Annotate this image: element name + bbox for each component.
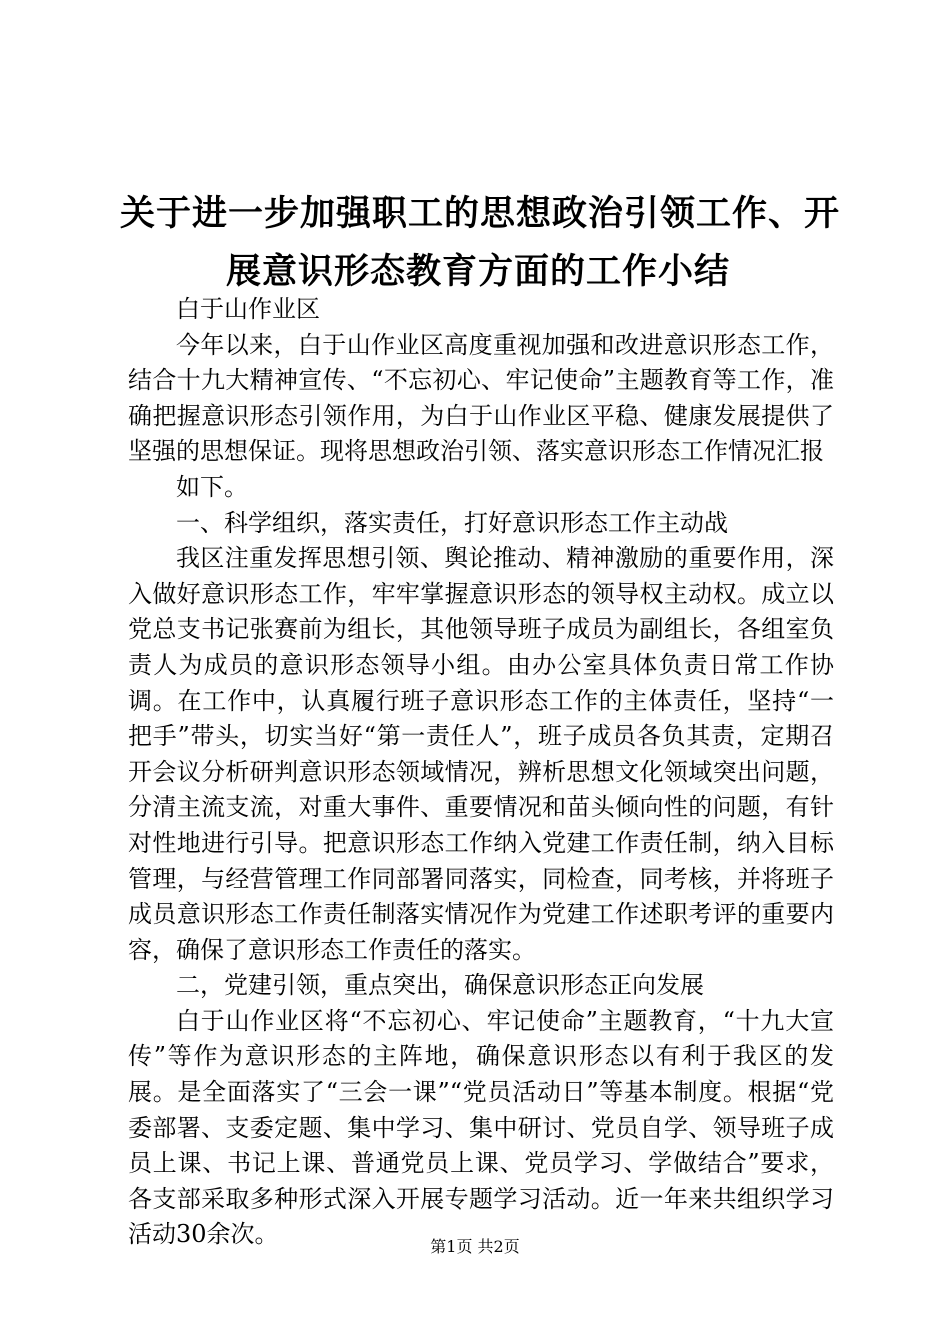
paragraph-intro: 今年以来，白于山作业区高度重视加强和改进意识形态工作，结合十九大精神宣传、“不忘初心、牢记使命”主题教育等工作，准确把握意识形态引领作用，为白于山作业区平稳、健康发展提供了坚强的思想保证。现将思想政治引领、落实意识形态工作情况汇报 [128, 330, 834, 466]
paragraph-section-1: 我区注重发挥思想引领、舆论推动、精神激励的重要作用，深入做好意识形态工作，牢牢掌握意识形态的领导权主动权。成立以党总支书记张赛前为组长，其他领导班子成员为副组长，各组室负责人为成员的意识形态领导小组。由办公室具体负责日常工作协调。在工作中，认真履行班子意识形态工作的主体责任，坚持“一把手”带头，切实当好“第一责任人”，班子成员各负其责，定期召开会议分析研判意识形态领域情况，辨析思想文化领域突出问题，分清主流支流，对重大事件、重要情况和苗头倾向性的问题，有针对性地进行引导。把意识形态工作纳入党建工作责任制，纳入目标管理，与经营管理工作同部署同落实，同检查，同考核，并将班子成员意识形态工作责任制落实情况作为党建工作述职考评的重要内容，确保了意识形态工作责任的落实。 [128, 544, 834, 964]
paragraph-section-2: 白于山作业区将“不忘初心、牢记使命”主题教育，“十九大宣传”等作为意识形态的主阵地，确保意识形态以有利于我区的发展。是全面落实了“三会一课”“党员活动日”等基本制度。根据“党委部署、支委定题、集中学习、集中研讨、党员自学、领导班子成员上课、书记上课、普通党员上课、党员学习、学做结合”要求，各支部采取多种形式深入开展专题学习活动。近一年来共组织学习活动30余次。 [128, 1006, 834, 1249]
paragraph-continuation: 如下。 [176, 472, 248, 501]
section-heading-1: 一、科学组织，落实责任，打好意识形态工作主动战 [176, 508, 728, 537]
title-line-1: 关于进一步加强职工的思想政治引领工作、开 [120, 193, 841, 234]
section-heading-2: 二，党建引领，重点突出，确保意识形态正向发展 [176, 971, 704, 1000]
page-footer: 第1页 共2页 [430, 1237, 520, 1256]
document-title [120, 185, 841, 301]
author-line: 白于山作业区 [176, 295, 320, 323]
title-line-2: 展意识形态教育方面的工作小结 [225, 251, 730, 292]
document-body [128, 292, 834, 1253]
